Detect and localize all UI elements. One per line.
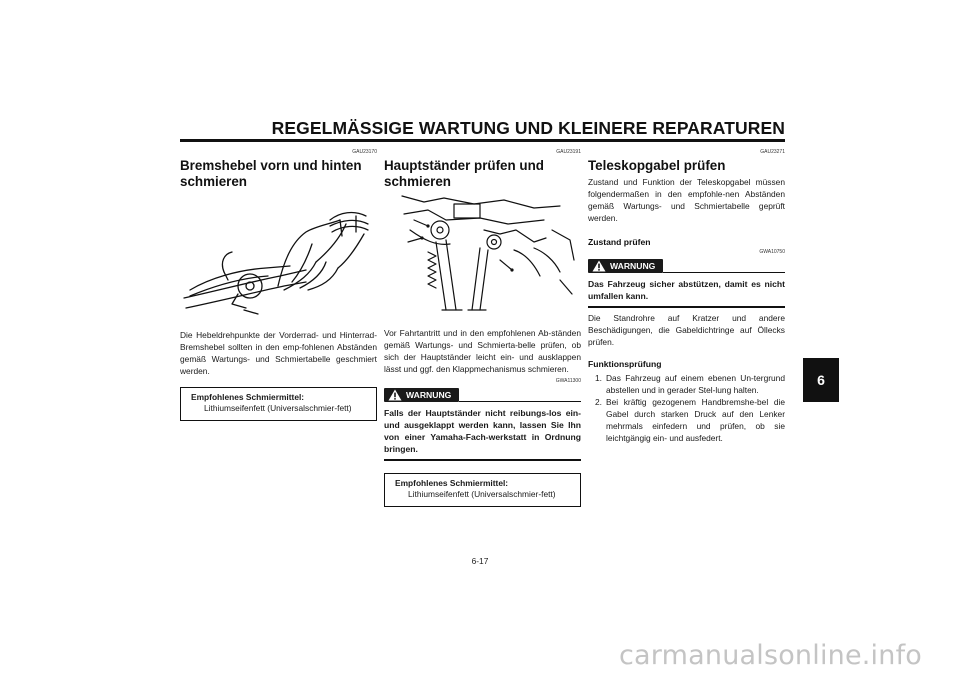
section-code: GAU23170 [352,149,377,155]
lubricant-box-title: Empfohlenes Schmiermittel: [191,392,305,402]
paragraph: Vor Fahrtantritt und in den empfohlenen Ab-ständen gemäß Wartungs- und Schmierta-belle prüfen, ob sich der Hauptständer leicht ein- und ausklappen lässt und ggf. den Klappmechanismus schmieren. [384,328,581,374]
column-main-stand [384,148,581,507]
brake-lever-illustration [180,190,377,320]
warning-text: Das Fahrzeug sicher abstützen, damit es nicht umfallen kann. [588,279,785,301]
warning-label: WARNUNG [610,261,656,271]
warning-line [663,272,785,273]
step-number: 1. [595,372,602,383]
paragraph: Zustand und Funktion der Teleskopgabel müssen folgendermaßen in den empfohle-nen Abständen gemäß Wartungs- und Schmiertabelle geprüft werden. [588,177,785,223]
section-heading-telescopic-fork: Teleskopgabel prüfen [588,158,726,173]
step-text: Bei kräftig gezogenem Handbremshe-bel die Gabel durch starken Druck auf den Lenker mehrmals einfedern und prüfen, ob sie leichtgängig ein- und ausfedert. [606,396,785,443]
warning-badge [384,388,459,402]
function-test-steps [588,372,785,444]
subheading-function-test: Funktionsprüfung [588,358,662,369]
lubricant-box-title: Empfohlenes Schmiermittel: [395,477,509,488]
warning-code: GWA10750 [759,249,785,255]
watermark: carmanualsonline.info [619,640,922,671]
paragraph-inspection: Die Standrohre auf Kratzer und andere Beschädigungen, die Gabeldichtringe auf Öllecks prüfen. [588,312,785,347]
warning-label: WARNUNG [406,390,452,400]
page-number: 6-17 [471,556,489,566]
list-item [588,396,785,444]
subheading-condition: Zustand prüfen [588,237,651,247]
section-heading-brake-levers: Bremshebel vorn und hinten schmieren [180,158,362,189]
step-number: 2. [595,396,602,407]
lubricant-box-text: Lithiumseifenfett (Universalschmier-fett) [408,488,556,499]
section-code: GAU23271 [760,149,785,155]
warning-end-rule [588,306,785,308]
header-rule [180,139,785,142]
warning-header [384,387,581,403]
lubricant-box [180,387,377,421]
section-code: GAU23191 [556,149,581,155]
warning-header [588,258,785,274]
page-title: REGELMÄSSIGE WARTUNG UND KLEINERE REPARATUREN [271,118,785,138]
warning-triangle-icon [388,389,402,401]
warning-badge [588,259,663,273]
warning-text: Falls der Hauptständer nicht reibungs-los ein- und ausgeklappt werden kann, lassen Sie Ihn von einer Yamaha-Fach-werkstatt in Ordnung bringen. [384,408,581,454]
warning-line [459,401,581,402]
step-text: Das Fahrzeug auf einem ebenen Un-tergrund abstellen und in gerader Stel-lung halten. [606,372,785,395]
main-stand-illustration [384,190,581,316]
section-heading-main-stand: Hauptständer prüfen und schmieren [384,158,544,189]
warning-triangle-icon [592,260,606,272]
lubricant-box [384,473,581,507]
column-telescopic-fork [588,148,785,444]
lubricant-box-text: Lithiumseifenfett (Universalschmier-fett) [204,403,352,413]
column-brake-levers [180,148,377,421]
warning-code: GWA11300 [555,378,581,384]
paragraph: Die Hebeldrehpunkte der Vorderrad- und Hinterrad-Bremshebel sollten in den emp-fohlenen Abständen gemäß Wartungs- und Schmiertabelle geschmiert werden. [180,330,377,376]
warning-end-rule [384,459,581,461]
list-item [588,372,785,396]
chapter-tab: 6 [803,358,839,402]
